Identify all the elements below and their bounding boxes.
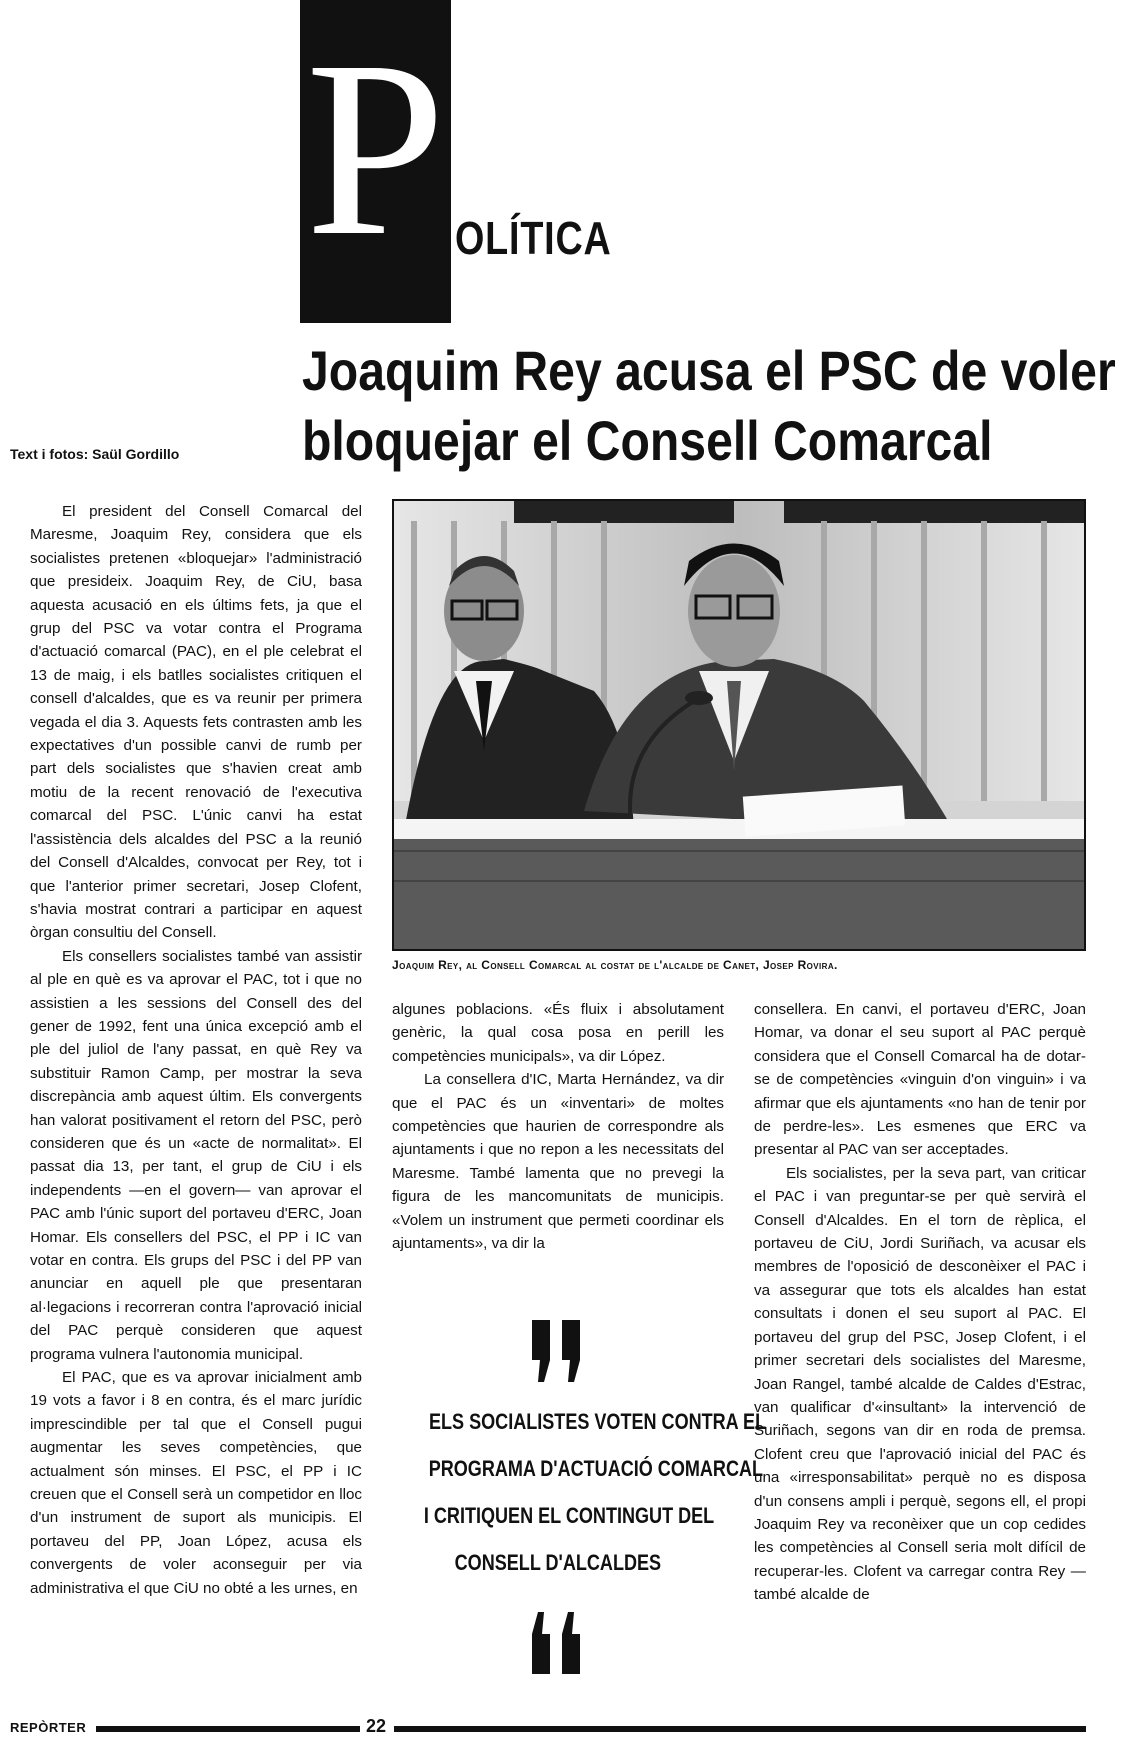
footer-rule-left (96, 1726, 360, 1732)
article-photo (392, 499, 1086, 951)
publication-name: REPÒRTER (10, 1720, 87, 1735)
pull-quote-line-4: CONSELL D'ALCALDES (454, 1550, 662, 1575)
page-number: 22 (366, 1716, 387, 1736)
paragraph: Els consellers socialistes també van assistir al ple en què es va aprovar el PAC, tot i que no assistien a les sessions del Consell des del gener de 1992, fent una única excepció amb el ple del juliol de l'any passat, en què Rey va substituir Ramon Camp, per mostrar la seva discrepància amb aquest últim. Els convergents han valorat positivament el retorn del PSC, però consideren que és un «acte de normalitat». El passat dia 13, per tant, el grup de CiU i els independents —en el govern— van aprovar el PAC amb l'únic suport del portaveu d'ERC, Joan Homar. Els consellers del PSC, el PP i IC van votar en contra. Els grups del PSC i del PP van anunciar en aquell ple que presentaran al·legacions i recorreran contra l'aprovació inicial del PAC perquè consideren que aquest programa vulnera l'autonomia municipal. (30, 947, 362, 1363)
article-column-2 (392, 998, 724, 1255)
paragraph: La consellera d'IC, Marta Hernández, va dir que el PAC és un «inventari» de moltes competències que haurien de correspondre als ajuntaments i que no repon a les necessitats del Maresme. També lamenta que no prevegi la figura de les mancomunitats de municipis. «Volem un instrument que permeti coordinar els ajuntaments», va dir la (392, 1071, 724, 1253)
pull-quote-line-1: ELS SOCIALISTES VOTEN CONTRA EL (428, 1409, 767, 1434)
close-quote-icon (528, 1608, 588, 1678)
byline: Text i fotos: Saül Gordillo (10, 446, 180, 462)
open-quote-icon (528, 1316, 588, 1386)
headline-line-1: Joaquim Rey acusa el PSC de voler (302, 339, 1116, 402)
headline (302, 336, 1116, 476)
paragraph: El president del Consell Comarcal del Maresme, Joaquim Rey, considera que els socialistes pretenen «bloquejar» l'administració que presideix. Joaquim Rey, de CiU, basa aquesta acusació en els últims fets, ja que el grup del PSC va votar contra el Programa d'actuació comarcal (PAC), en el ple celebrat el 13 de maig, i els batlles socialistes critiquen el consell d'alcaldes, que es va reunir per primera vegada el dia 3. Aquests fets contrasten amb les expectatives d'un possible canvi de rumb per part dels socialistes que s'havien creat amb motiu de la recent renovació de l'executiva comarcal del PSC. L'únic canvi ha estat l'assistència dels alcaldes del PSC a la reunió del Consell d'Alcaldes, convocat per Rey, tot i que l'anterior primer secretari, Josep Clofent, s'havia mostrat contrari a participar en aquest òrgan consultiu del Consell. (30, 503, 362, 942)
photo-illustration (394, 501, 1084, 949)
pull-quote-line-3: I CRITIQUEN EL CONTINGUT DEL (423, 1503, 715, 1528)
paragraph: algunes poblacions. «És fluix i absolutament genèric, la qual cosa posa en perill les competències municipals», va dir López. (392, 1001, 724, 1065)
pull-quote-line-2: PROGRAMA D'ACTUACIÓ COMARCAL (428, 1456, 764, 1481)
article-column-1 (30, 500, 362, 1600)
headline-line-2: bloquejar el Consell Comarcal (302, 409, 993, 472)
section-initial: P (305, 8, 446, 288)
footer-rule-right (394, 1726, 1086, 1732)
pull-quote (392, 1398, 767, 1586)
section-title: OLÍTICA (455, 212, 612, 264)
paragraph: Els socialistes, per la seva part, van criticar el PAC i van preguntar-se per què servirà el Consell d'Alcaldes. En el torn de rèplica, el portaveu de CiU, Jordi Suriñach, va acusar els membres de l'oposició de desconèixer el PAC i va assegurar que tots els alcaldes han estat consultats i donen el seu suport al PAC. El portaveu del grup del PSC, Josep Clofent, i el primer secretari dels socialistes del Maresme, Joan Rangel, també alcalde de Caldes d'Estrac, van qualificar d'«insultant» la intervenció de Suriñach, segons van dir en roda de premsa. Clofent creu que l'aprovació inicial del PAC és una «irresponsabilitat» perquè no es disposa d'un consens ampli i perquè, segons ell, el propi Joaquim Rey va reconèixer que un cop cedides les competències al Consell seria molt difícil de recuperar-les. Clofent va carregar contra Rey —també alcalde de (754, 1164, 1086, 1604)
paragraph: consellera. En canvi, el portaveu d'ERC, Joan Homar, va donar el seu suport al PAC perquè considera que el Consell Comarcal ha de dotar-se de competències «vinguin d'on vinguin» i va afirmar que els ajuntaments «no han de tenir por de perdre-les». Les esmenes que ERC va presentar al PAC van ser acceptades. (754, 1001, 1086, 1159)
paragraph: El PAC, que es va aprovar inicialment amb 19 vots a favor i 8 en contra, és el marc jurídic imprescindible per tal que el Consell pugui augmentar les seves competències, que actualment són minses. El PSC, el PP i IC creuen que el Consell serà un competidor en lloc d'un instrument de suport als municipis. El portaveu del PP, Joan López, acusa els convergents de voler aconseguir per via administrativa el que CiU no obté a les urnes, en (30, 1369, 362, 1597)
photo-caption: Joaquim Rey, al Consell Comarcal al costat de l'alcalde de Canet, Josep Rovira. (392, 958, 838, 972)
article-column-3 (754, 998, 1086, 1607)
